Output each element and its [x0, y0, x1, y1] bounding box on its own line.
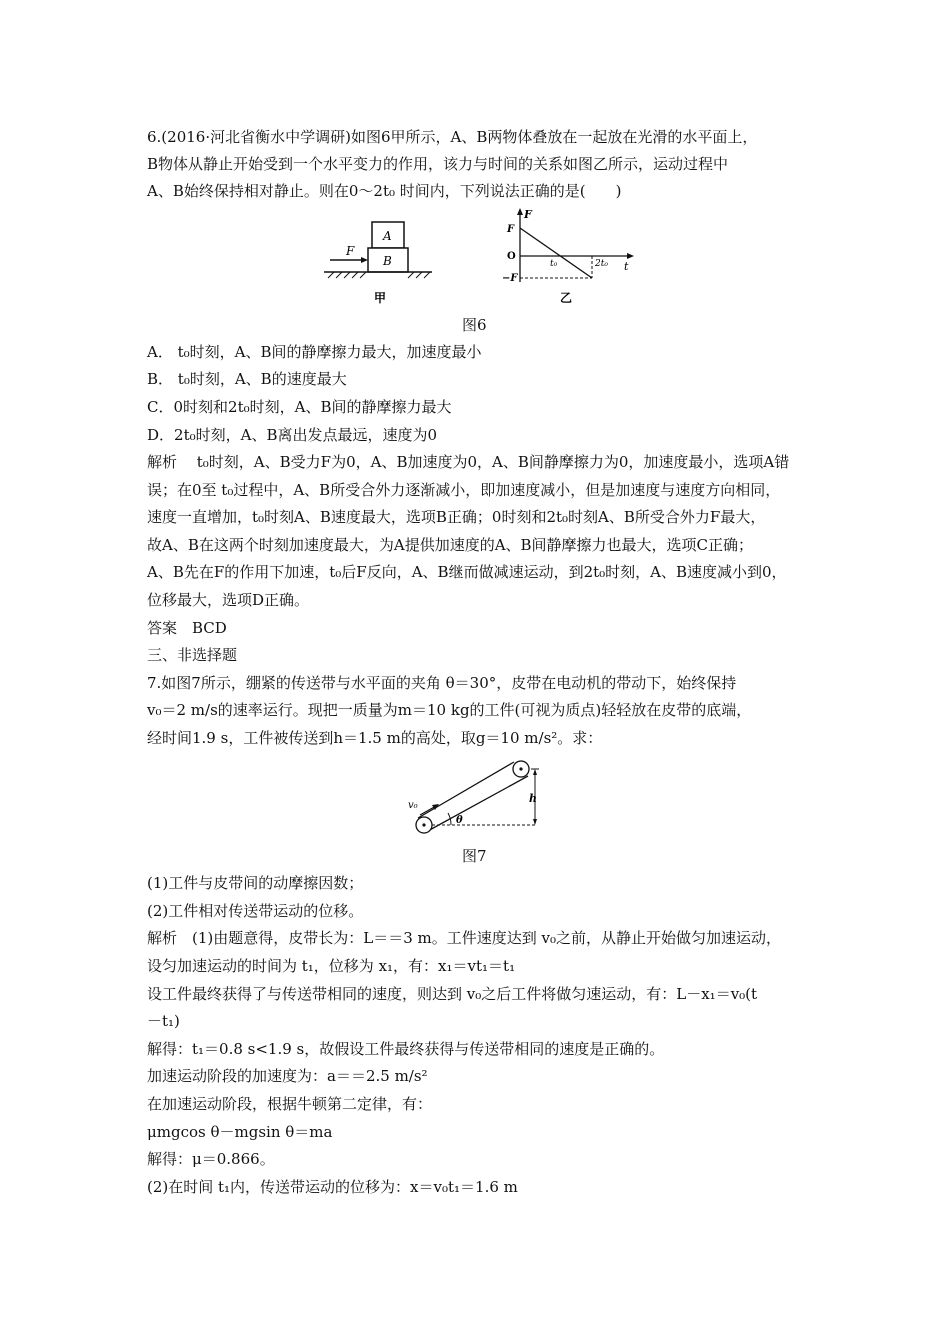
q6-analysis-line-1: 解析 t₀时刻，A、B受力F为0，A、B加速度为0，A、B间静摩擦力为0，加速度最小，选项A错 — [147, 453, 790, 471]
q6-stem-line-2: B物体从静止开始受到一个水平变力的作用，该力与时间的关系如图乙所示，运动过程中 — [147, 155, 729, 173]
axis-t-label: t — [624, 260, 629, 273]
q7-solution-line-10: (2)在时间 t₁内，传送带运动的位移为：x＝v₀t₁＝1.6 m — [147, 1178, 518, 1196]
label-h: h — [529, 792, 537, 805]
figure-6-yi — [500, 206, 640, 306]
q7-solution-line-7: 在加速运动阶段，根据牛顿第二定律，有： — [147, 1095, 433, 1113]
ground-hatch — [328, 272, 430, 278]
tick-f: F — [507, 224, 515, 235]
q7-stem-line-1: 7.如图7所示，绷紧的传送带与水平面的夹角 θ＝30°，皮带在电动机的带动下，始终保持 — [147, 674, 737, 692]
label-a: A — [383, 229, 392, 243]
figure-6-caption: 图6 — [462, 316, 487, 334]
label-b: B — [383, 254, 392, 268]
force-arrowhead — [361, 257, 368, 263]
figure-7-conveyor — [405, 758, 555, 838]
q7-question-2: (2)工件相对传送带运动的位移。 — [147, 902, 364, 920]
q7-solution-line-8: μmgcos θ－mgsin θ＝ma — [147, 1123, 333, 1141]
q7-solution-line-2: 设匀加速运动的时间为 t₁，位移为 x₁，有：x₁＝vt₁＝t₁ — [147, 957, 516, 975]
q6-analysis-line-5: A、B先在F的作用下加速，t₀后F反向，A、B继而做减速运动，到2t₀时刻，A、B速度减小到0， — [147, 563, 787, 581]
q7-solution-line-4: －t₁) — [147, 1012, 180, 1030]
section-heading: 三、非选择题 — [147, 646, 238, 664]
label-theta: θ — [456, 815, 463, 826]
t-axis-arrowhead — [627, 253, 634, 259]
q7-solution-line-5: 解得：t₁＝0.8 s<1.9 s，故假设工件最终获得与传送带相同的速度是正确的。 — [147, 1040, 665, 1058]
q7-question-1: (1)工件与皮带间的动摩擦因数； — [147, 874, 364, 892]
label-f: F — [346, 244, 355, 258]
q6-option-c: C．0时刻和2t₀时刻，A、B间的静摩擦力最大 — [147, 398, 452, 416]
q6-answer: 答案 BCD — [147, 619, 227, 637]
figure-7-caption: 图7 — [462, 847, 487, 865]
tick-2t0: 2t₀ — [595, 259, 608, 269]
q6-option-d: D．2t₀时刻，A、B离出发点最远，速度为0 — [147, 426, 438, 444]
q7-stem-line-3: 经时间1.9 s，工件被传送到h＝1.5 m的高处，取g＝10 m/s²。求： — [147, 729, 603, 747]
q6-analysis-line-6: 位移最大，选项D正确。 — [147, 591, 310, 609]
f-axis-arrowhead — [517, 208, 523, 215]
force-line — [520, 228, 592, 278]
q6-option-a: A． t₀时刻，A、B间的静摩擦力最大，加速度最小 — [147, 343, 482, 361]
q7-solution-line-9: 解得：μ＝0.866。 — [147, 1150, 275, 1168]
tick-neg-f: −F — [502, 273, 518, 284]
q6-analysis-line-2: 误；在0至 t₀过程中，A、B所受合外力逐渐减小，即加速度减小，但是加速度与速度方向相同， — [147, 481, 781, 499]
q6-analysis-line-4: 故A、B在这两个时刻加速度最大，为A提供加速度的A、B间静摩擦力也最大，选项C正确； — [147, 536, 754, 554]
q7-solution-line-1: 解析 (1)由题意得，皮带长为：L＝＝3 m。工件速度达到 v₀之前，从静止开始做匀加速运动， — [147, 929, 782, 947]
tick-t0: t₀ — [550, 259, 558, 269]
q7-solution-line-6: 加速运动阶段的加速度为：a＝＝2.5 m/s² — [147, 1067, 428, 1085]
q7-solution-line-3: 设工件最终获得了与传送带相同的速度，则达到 v₀之后工件将做匀速运动，有：L－x₁＝v₀(t — [147, 985, 758, 1003]
q6-analysis-line-3: 速度一直增加，t₀时刻A、B速度最大，选项B正确；0时刻和2t₀时刻A、B所受合外力F最大， — [147, 508, 766, 526]
axis-f-label: F — [524, 208, 532, 221]
tick-o: O — [507, 251, 516, 262]
label-v0: v₀ — [408, 800, 418, 811]
q6-stem-line-1: 6.(2016·河北省衡水中学调研)如图6甲所示，A、B两物体叠放在一起放在光滑的水平面上， — [147, 128, 758, 146]
figure-6-jia — [320, 214, 440, 306]
caption-jia: 甲 — [374, 291, 387, 305]
q6-option-b: B． t₀时刻，A、B的速度最大 — [147, 370, 347, 388]
q6-stem-line-3: A、B始终保持相对静止。则在0～2t₀ 时间内，下列说法正确的是( ) — [147, 182, 622, 200]
q7-stem-line-2: v₀＝2 m/s的速率运行。现把一质量为m＝10 kg的工件(可视为质点)轻轻放在皮带的底端， — [147, 701, 752, 719]
caption-yi: 乙 — [560, 291, 573, 305]
